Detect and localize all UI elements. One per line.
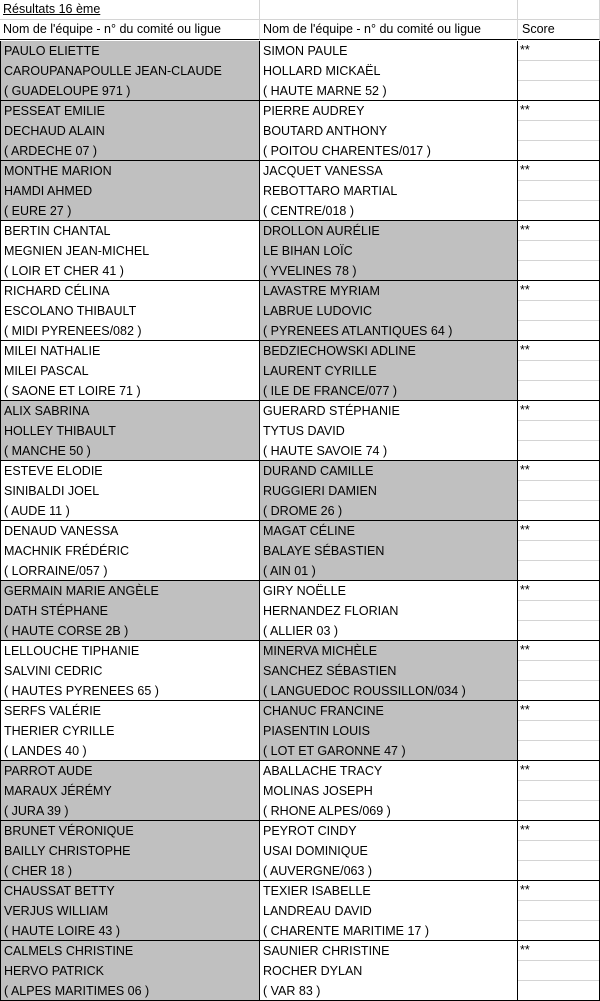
- score-cell[interactable]: [518, 641, 600, 701]
- player-1-name: JACQUET VANESSA: [263, 164, 383, 178]
- player-2-name: LANDREAU DAVID: [263, 904, 372, 918]
- committee-label: ( CHARENTE MARITIME 17 ): [263, 924, 429, 938]
- committee-label: ( AUDE 11 ): [4, 504, 70, 518]
- team-a-cell[interactable]: [0, 881, 260, 941]
- team-a-cell[interactable]: [0, 221, 260, 281]
- team-b-cell[interactable]: [260, 821, 518, 881]
- score-value: **: [518, 941, 599, 961]
- score-empty-line: [518, 681, 599, 701]
- player-1-name: MAGAT CÉLINE: [263, 524, 355, 538]
- committee-label: ( SAONE ET LOIRE 71 ): [4, 384, 141, 398]
- team-a-cell[interactable]: [0, 461, 260, 521]
- team-b-cell[interactable]: [260, 281, 518, 341]
- score-value: **: [518, 701, 599, 721]
- player-2-name: HERNANDEZ FLORIAN: [263, 604, 399, 618]
- player-2-name: SALVINI CEDRIC: [4, 664, 103, 678]
- player-2-name: LE BIHAN LOÏC: [263, 244, 353, 258]
- score-empty-line: [518, 481, 599, 501]
- score-value: **: [518, 761, 599, 781]
- score-empty-line: [518, 421, 599, 441]
- team-b-cell[interactable]: [260, 161, 518, 221]
- player-1-name: ABALLACHE TRACY: [263, 764, 383, 778]
- player-2-name: CAROUPANAPOULLE JEAN-CLAUDE: [4, 64, 222, 78]
- player-2-name: SANCHEZ SÉBASTIEN: [263, 664, 397, 678]
- match-block: [0, 401, 600, 461]
- score-empty-line: [518, 721, 599, 741]
- team-a-cell[interactable]: [0, 281, 260, 341]
- score-empty-line: [518, 61, 599, 81]
- team-a-cell[interactable]: [0, 641, 260, 701]
- score-cell[interactable]: [518, 521, 600, 581]
- player-1-name: MILEI NATHALIE: [4, 344, 101, 358]
- match-block: [0, 41, 600, 101]
- player-1-name: BEDZIECHOWSKI ADLINE: [263, 344, 416, 358]
- score-value: **: [518, 341, 599, 361]
- score-cell[interactable]: [518, 701, 600, 761]
- team-b-cell[interactable]: [260, 401, 518, 461]
- score-value: **: [518, 821, 599, 841]
- score-empty-line: [518, 441, 599, 461]
- player-1-name: MONTHE MARION: [4, 164, 112, 178]
- committee-label: ( JURA 39 ): [4, 804, 69, 818]
- committee-label: ( ARDECHE 07 ): [4, 144, 98, 158]
- player-1-name: SAUNIER CHRISTINE: [263, 944, 390, 958]
- score-cell[interactable]: [518, 821, 600, 881]
- match-block: [0, 341, 600, 401]
- player-1-name: CHANUC FRANCINE: [263, 704, 384, 718]
- match-block: [0, 221, 600, 281]
- score-value: **: [518, 221, 599, 241]
- player-1-name: PESSEAT EMILIE: [4, 104, 105, 118]
- player-1-name: GERMAIN MARIE ANGÈLE: [4, 584, 159, 598]
- score-value: **: [518, 41, 599, 61]
- score-empty-line: [518, 921, 599, 941]
- score-cell[interactable]: [518, 401, 600, 461]
- player-2-name: ESCOLANO THIBAULT: [4, 304, 137, 318]
- score-cell[interactable]: [518, 281, 600, 341]
- player-2-name: HOLLARD MICKAËL: [263, 64, 381, 78]
- score-empty-line: [518, 661, 599, 681]
- team-b-cell[interactable]: [260, 101, 518, 161]
- score-cell[interactable]: [518, 461, 600, 521]
- match-block: [0, 641, 600, 701]
- score-value: **: [518, 101, 599, 121]
- committee-label: ( PYRENEES ATLANTIQUES 64 ): [263, 324, 453, 338]
- team-b-cell[interactable]: [260, 581, 518, 641]
- player-1-name: CALMELS CHRISTINE: [4, 944, 134, 958]
- player-1-name: PAULO ELIETTE: [4, 44, 100, 58]
- player-1-name: SERFS VALÉRIE: [4, 704, 102, 718]
- committee-label: ( CHER 18 ): [4, 864, 73, 878]
- player-1-name: DENAUD VANESSA: [4, 524, 119, 538]
- player-1-name: RICHARD CÉLINA: [4, 284, 110, 298]
- committee-label: ( HAUTE CORSE 2B ): [4, 624, 129, 638]
- team-b-cell[interactable]: [260, 521, 518, 581]
- team-a-cell[interactable]: [0, 821, 260, 881]
- score-empty-line: [518, 601, 599, 621]
- score-cell[interactable]: [518, 341, 600, 401]
- team-b-cell[interactable]: [260, 761, 518, 821]
- player-2-name: HERVO PATRICK: [4, 964, 105, 978]
- player-1-name: TEXIER ISABELLE: [263, 884, 371, 898]
- player-2-name: USAI DOMINIQUE: [263, 844, 368, 858]
- score-cell[interactable]: [518, 881, 600, 941]
- match-block: [0, 521, 600, 581]
- player-1-name: ALIX SABRINA: [4, 404, 90, 418]
- player-2-name: TYTUS DAVID: [263, 424, 345, 438]
- committee-label: ( ILE DE FRANCE/077 ): [263, 384, 398, 398]
- player-1-name: GIRY NOËLLE: [263, 584, 346, 598]
- player-2-name: MEGNIEN JEAN-MICHEL: [4, 244, 150, 258]
- score-empty-line: [518, 621, 599, 641]
- committee-label: ( DROME 26 ): [263, 504, 343, 518]
- score-cell[interactable]: [518, 761, 600, 821]
- score-cell[interactable]: [518, 161, 600, 221]
- empty-cell[interactable]: [260, 0, 518, 20]
- match-block: [0, 101, 600, 161]
- match-block: [0, 161, 600, 221]
- sheet-title[interactable]: Résultats 16 ème: [0, 0, 260, 20]
- score-empty-line: [518, 201, 599, 221]
- header-row: [0, 20, 600, 40]
- score-empty-line: [518, 261, 599, 281]
- player-2-name: DATH STÉPHANE: [4, 604, 108, 618]
- match-block: [0, 881, 600, 941]
- team-b-cell[interactable]: [260, 881, 518, 941]
- title-row: [0, 0, 600, 20]
- team-a-cell[interactable]: [0, 761, 260, 821]
- committee-label: ( HAUTE SAVOIE 74 ): [263, 444, 388, 458]
- score-empty-line: [518, 321, 599, 341]
- team-b-cell[interactable]: [260, 941, 518, 1001]
- player-2-name: LAURENT CYRILLE: [263, 364, 377, 378]
- team-a-cell[interactable]: [0, 581, 260, 641]
- player-2-name: ROCHER DYLAN: [263, 964, 363, 978]
- score-cell[interactable]: [518, 941, 600, 1001]
- score-empty-line: [518, 181, 599, 201]
- score-value: **: [518, 281, 599, 301]
- committee-label: ( HAUTE MARNE 52 ): [263, 84, 387, 98]
- header-team-a[interactable]: Nom de l'équipe - n° du comité ou ligue: [0, 20, 260, 40]
- score-empty-line: [518, 561, 599, 581]
- player-2-name: MARAUX JÉRÉMY: [4, 784, 112, 798]
- player-2-name: MACHNIK FRÉDÉRIC: [4, 544, 130, 558]
- committee-label: ( AUVERGNE/063 ): [263, 864, 373, 878]
- player-2-name: HOLLEY THIBAULT: [4, 424, 116, 438]
- team-b-cell[interactable]: [260, 221, 518, 281]
- score-value: **: [518, 461, 599, 481]
- committee-label: ( LOIR ET CHER 41 ): [4, 264, 124, 278]
- score-empty-line: [518, 841, 599, 861]
- team-a-cell[interactable]: [0, 161, 260, 221]
- score-empty-line: [518, 541, 599, 561]
- score-cell[interactable]: [518, 221, 600, 281]
- player-1-name: BRUNET VÉRONIQUE: [4, 824, 134, 838]
- match-block: [0, 761, 600, 821]
- match-block: [0, 461, 600, 521]
- committee-label: ( EURE 27 ): [4, 204, 72, 218]
- player-2-name: HAMDI AHMED: [4, 184, 93, 198]
- score-empty-line: [518, 861, 599, 881]
- player-2-name: DECHAUD ALAIN: [4, 124, 105, 138]
- player-1-name: CHAUSSAT BETTY: [4, 884, 115, 898]
- committee-label: ( LANDES 40 ): [4, 744, 87, 758]
- score-value: **: [518, 581, 599, 601]
- team-b-cell[interactable]: [260, 41, 518, 101]
- score-empty-line: [518, 241, 599, 261]
- committee-label: ( ALPES MARITIMES 06 ): [4, 984, 150, 998]
- player-1-name: PEYROT CINDY: [263, 824, 357, 838]
- player-1-name: SIMON PAULE: [263, 44, 348, 58]
- team-a-cell[interactable]: [0, 101, 260, 161]
- player-2-name: BOUTARD ANTHONY: [263, 124, 388, 138]
- committee-label: ( GUADELOUPE 971 ): [4, 84, 131, 98]
- team-b-cell[interactable]: [260, 461, 518, 521]
- match-block: [0, 821, 600, 881]
- committee-label: ( POITOU CHARENTES/017 ): [263, 144, 431, 158]
- player-1-name: LELLOUCHE TIPHANIE: [4, 644, 140, 658]
- player-2-name: VERJUS WILLIAM: [4, 904, 109, 918]
- score-empty-line: [518, 961, 599, 981]
- score-empty-line: [518, 981, 599, 1001]
- header-score[interactable]: Score: [518, 20, 600, 40]
- player-2-name: REBOTTARO MARTIAL: [263, 184, 398, 198]
- score-empty-line: [518, 381, 599, 401]
- match-block: [0, 281, 600, 341]
- player-2-name: THERIER CYRILLE: [4, 724, 115, 738]
- score-empty-line: [518, 81, 599, 101]
- score-empty-line: [518, 781, 599, 801]
- score-cell[interactable]: [518, 41, 600, 101]
- committee-label: ( YVELINES 78 ): [263, 264, 357, 278]
- score-value: **: [518, 641, 599, 661]
- score-empty-line: [518, 361, 599, 381]
- match-block: [0, 581, 600, 641]
- committee-label: ( ALLIER 03 ): [263, 624, 339, 638]
- player-2-name: PIASENTIN LOUIS: [263, 724, 370, 738]
- committee-label: ( AIN 01 ): [263, 564, 316, 578]
- committee-label: ( LOT ET GARONNE 47 ): [263, 744, 406, 758]
- player-1-name: DURAND CAMILLE: [263, 464, 374, 478]
- match-block: [0, 941, 600, 1001]
- match-block: [0, 701, 600, 761]
- committee-label: ( LANGUEDOC ROUSSILLON/034 ): [263, 684, 466, 698]
- player-2-name: BAILLY CHRISTOPHE: [4, 844, 131, 858]
- team-a-cell[interactable]: [0, 521, 260, 581]
- score-empty-line: [518, 741, 599, 761]
- player-1-name: ESTEVE ELODIE: [4, 464, 103, 478]
- team-b-cell[interactable]: [260, 341, 518, 401]
- team-a-cell[interactable]: [0, 941, 260, 1001]
- score-empty-line: [518, 501, 599, 521]
- score-empty-line: [518, 301, 599, 321]
- team-b-cell[interactable]: [260, 641, 518, 701]
- empty-cell[interactable]: [518, 0, 600, 20]
- score-empty-line: [518, 121, 599, 141]
- player-2-name: LABRUE LUDOVIC: [263, 304, 373, 318]
- committee-label: ( RHONE ALPES/069 ): [263, 804, 391, 818]
- committee-label: ( HAUTE LOIRE 43 ): [4, 924, 120, 938]
- score-empty-line: [518, 801, 599, 821]
- committee-label: ( HAUTES PYRENEES 65 ): [4, 684, 159, 698]
- player-2-name: SINIBALDI JOEL: [4, 484, 100, 498]
- score-empty-line: [518, 141, 599, 161]
- committee-label: ( LORRAINE/057 ): [4, 564, 108, 578]
- team-a-cell[interactable]: [0, 401, 260, 461]
- team-a-cell[interactable]: [0, 41, 260, 101]
- team-b-cell[interactable]: [260, 701, 518, 761]
- score-cell[interactable]: [518, 101, 600, 161]
- committee-label: ( CENTRE/018 ): [263, 204, 354, 218]
- score-value: **: [518, 401, 599, 421]
- player-1-name: MINERVA MICHÈLE: [263, 644, 378, 658]
- player-2-name: MOLINAS JOSEPH: [263, 784, 373, 798]
- team-a-cell[interactable]: [0, 341, 260, 401]
- score-value: **: [518, 521, 599, 541]
- player-2-name: MILEI PASCAL: [4, 364, 89, 378]
- score-cell[interactable]: [518, 581, 600, 641]
- committee-label: ( VAR 83 ): [263, 984, 321, 998]
- player-2-name: RUGGIERI DAMIEN: [263, 484, 377, 498]
- player-1-name: DROLLON AURÉLIE: [263, 224, 380, 238]
- player-1-name: PIERRE AUDREY: [263, 104, 365, 118]
- player-1-name: BERTIN CHANTAL: [4, 224, 111, 238]
- player-2-name: BALAYE SÉBASTIEN: [263, 544, 385, 558]
- committee-label: ( MIDI PYRENEES/082 ): [4, 324, 142, 338]
- player-1-name: LAVASTRE MYRIAM: [263, 284, 380, 298]
- score-value: **: [518, 161, 599, 181]
- team-a-cell[interactable]: [0, 701, 260, 761]
- player-1-name: PARROT AUDE: [4, 764, 93, 778]
- score-value: **: [518, 881, 599, 901]
- score-empty-line: [518, 901, 599, 921]
- player-1-name: GUERARD STÉPHANIE: [263, 404, 400, 418]
- header-team-b[interactable]: Nom de l'équipe - n° du comité ou ligue: [260, 20, 518, 40]
- committee-label: ( MANCHE 50 ): [4, 444, 91, 458]
